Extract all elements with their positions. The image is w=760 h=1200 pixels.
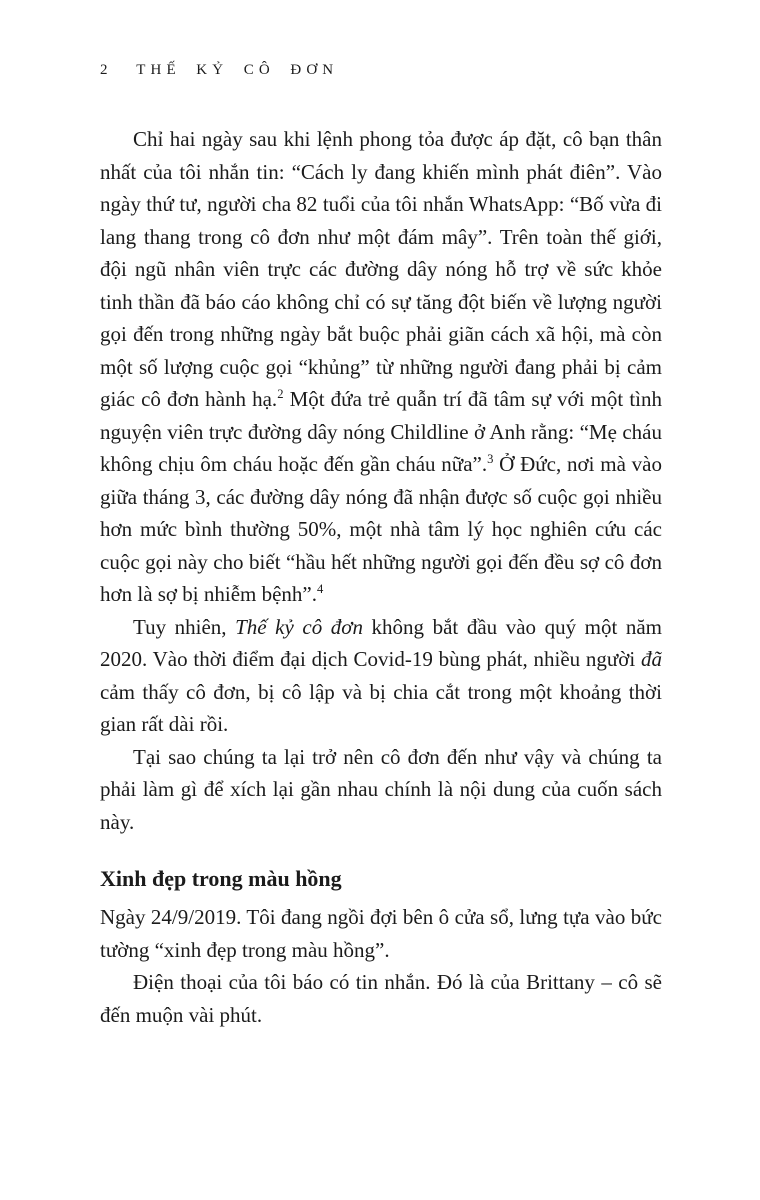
text-segment: đã [641,647,662,671]
section-heading: Xinh đẹp trong màu hồng [100,866,342,891]
footnote-marker: 4 [317,582,324,596]
text-segment: Ở Đức, nơi mà vào giữa tháng 3, các đường dây nóng đã nhận được số cuộc gọi nhiều hơn mức bình thường 50%, một nhà tâm lý học nghiên cứu các cuộc gọi này cho biết “hầu hết những người gọi đến đều sợ cô đơn hơn là sợ bị nhiễm bệnh”. [100,452,662,606]
text-segment: Chỉ hai ngày sau khi lệnh phong tỏa được áp đặt, cô bạn thân nhất của tôi nhắn tin: “Cách ly đang khiến mình phát điên”. Vào ngày thứ tư, người cha 82 tuổi của tôi nhắn WhatsApp: “Bố vừa đi lang thang trong cô đơn như một đám mây”. Trên toàn thế giới, đội ngũ nhân viên trực các đường dây nóng hỗ trợ về sức khỏe tinh thần đã báo cáo không chỉ có sự tăng đột biến về lượng người gọi đến trong những ngày bắt buộc phải giãn cách xã hội, mà còn một số lượng cuộc gọi “khủng” từ những người đang phải bị cảm giác cô đơn hành hạ. [100,127,662,411]
paragraph [100,611,662,741]
text-segment: Điện thoại của tôi báo có tin nhắn. Đó là của Brittany – cô sẽ đến muộn vài phút. [100,970,662,1027]
text-segment: không bắt đầu vào quý một năm 2020. Vào thời điểm đại dịch Covid-19 bùng phát, nhiều người [100,614,663,671]
text-segment: Thế kỷ cô đơn [235,614,363,639]
page-header [100,62,662,79]
text-segment: Một đứa trẻ quẫn trí đã tâm sự với một tình nguyện viên trực đường dây nóng Childline ở Anh rằng: “Mẹ cháu không chịu ôm cháu hoặc đến gần cháu nữa”. [100,387,663,476]
paragraph [100,901,662,966]
paragraph [100,123,662,611]
page-number: 2 [100,62,109,78]
text-segment: Tại sao chúng ta lại trở nên cô đơn đến như vậy và chúng ta phải làm gì để xích lại gần nhau chính là nội dung của cuốn sách này. [100,744,662,834]
paragraph [100,966,662,1031]
paragraph [100,741,662,839]
running-title: THẾ KỶ CÔ ĐƠN [136,62,339,78]
body-text [100,123,662,1031]
text-segment: Tuy nhiên, [133,614,236,639]
text-segment: cảm thấy cô đơn, bị cô lập và bị chia cắt trong một khoảng thời gian rất dài rồi. [100,679,662,736]
footnote-marker: 3 [487,452,494,466]
footnote-marker: 2 [277,387,284,401]
text-segment: Ngày 24/9/2019. Tôi đang ngồi đợi bên ô cửa sổ, lưng tựa vào bức tường “xinh đẹp trong màu hồng”. [100,905,662,962]
